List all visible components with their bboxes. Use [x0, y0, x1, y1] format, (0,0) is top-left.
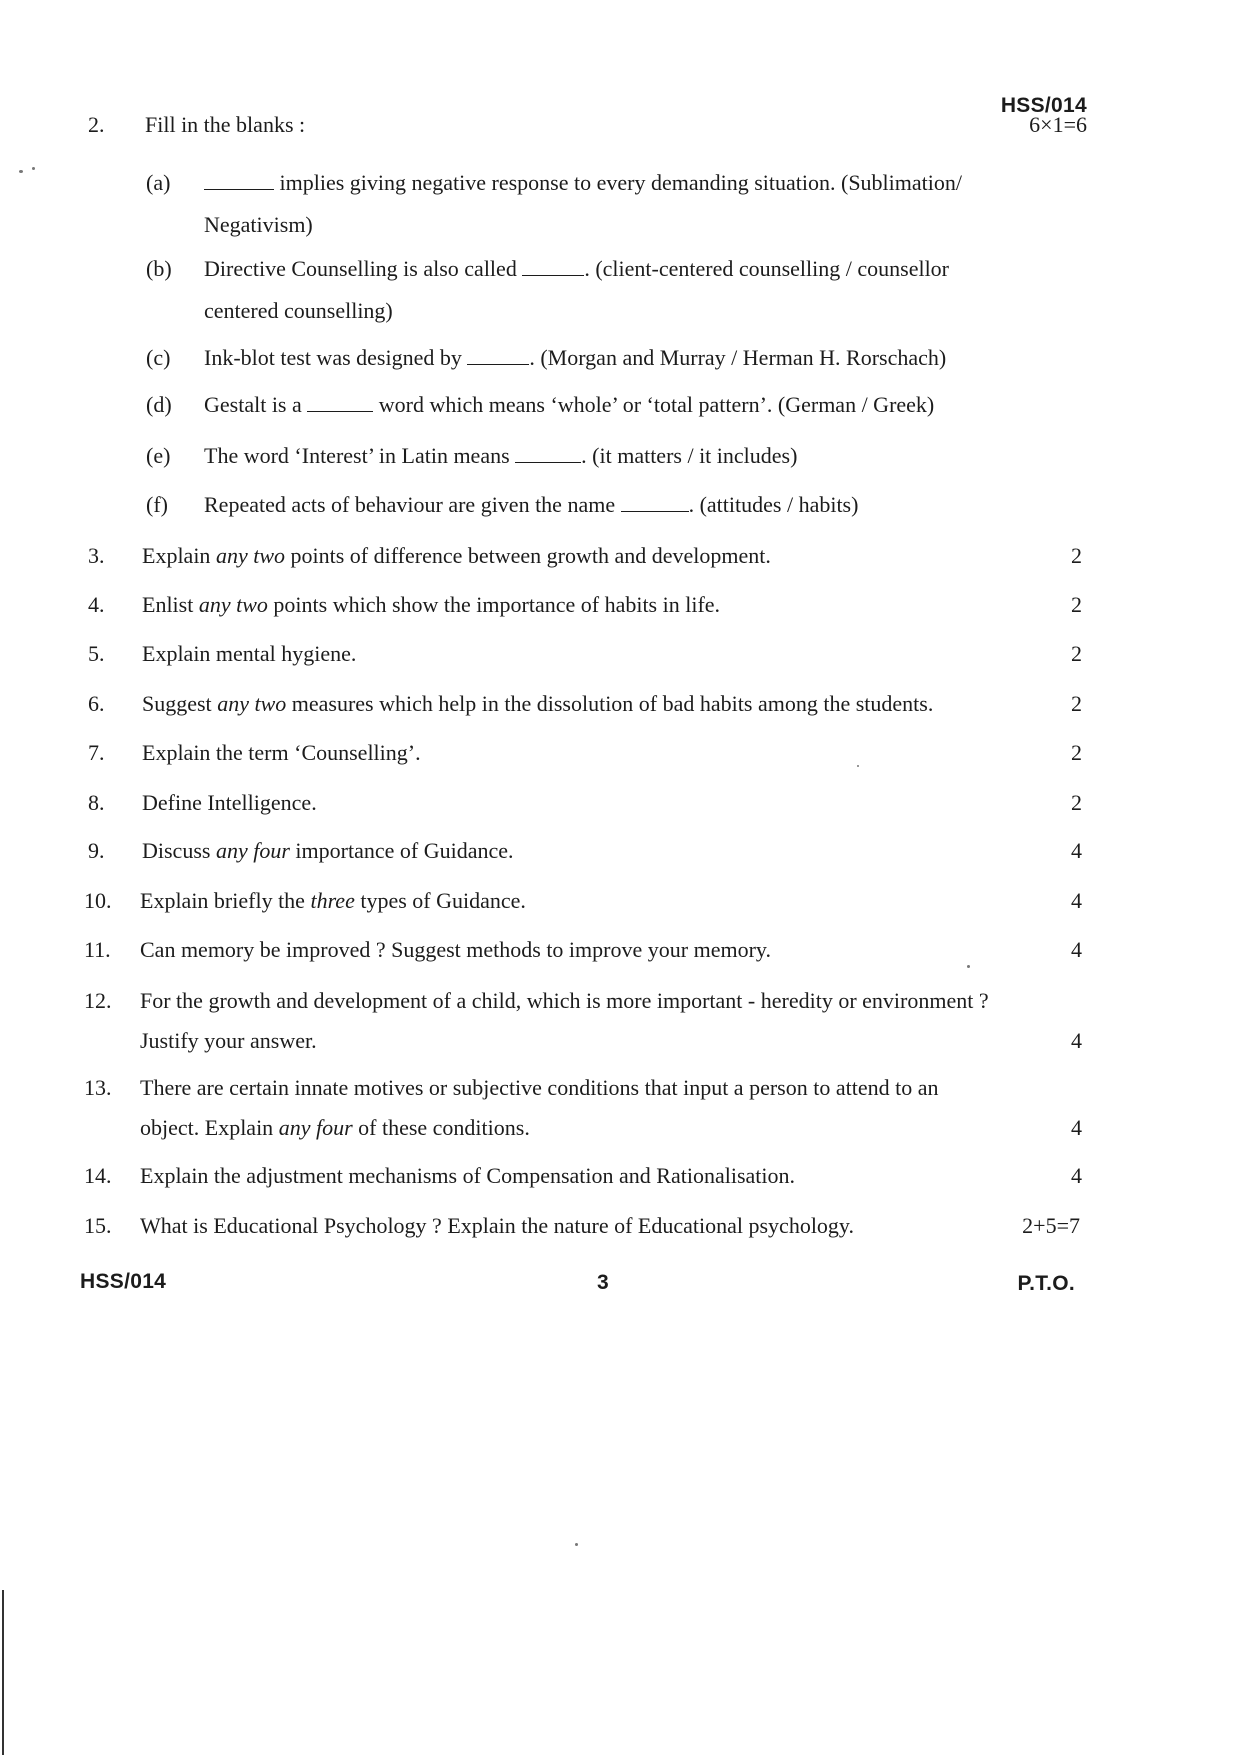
question-text-continued: object. Explain any four of these conditions. — [140, 1115, 530, 1140]
question-number: 14. — [84, 1163, 112, 1188]
item-text-after: implies giving negative response to every demanding situation. (Sublimation/ — [274, 170, 962, 195]
answer-blank — [307, 395, 373, 412]
question-text-part: Explain the term ‘Counselling’. — [142, 740, 421, 765]
question-5 — [0, 641, 1240, 685]
question-emphasis: any two — [215, 543, 285, 568]
question-11 — [0, 937, 1240, 981]
question-number: 13. — [84, 1075, 112, 1100]
answer-blank — [467, 348, 529, 365]
question-15 — [0, 1213, 1240, 1257]
question-text — [140, 888, 526, 914]
question-marks: 4 — [1071, 1028, 1082, 1053]
item-letter: (e) — [146, 443, 171, 468]
question-text: Fill in the blanks : — [145, 112, 306, 137]
item-text-after: . (attitudes / habits) — [688, 492, 859, 517]
item-text-continued: centered counselling) — [204, 298, 393, 323]
question-text — [142, 592, 720, 618]
question-text-part: types of Guidance. — [354, 888, 526, 913]
question-text-part: Explain the adjustment mechanisms of Compensation and Rationalisation. — [140, 1163, 795, 1188]
scan-speck — [967, 965, 970, 968]
item-text-before: Ink-blot test was designed by — [204, 345, 468, 370]
question-emphasis: any two — [217, 691, 287, 716]
scan-edge-line — [2, 1590, 4, 1755]
question-text — [142, 838, 513, 864]
question-text-part: Enlist — [142, 592, 199, 617]
question-number: 12. — [84, 988, 112, 1013]
scan-speck — [575, 1543, 578, 1546]
answer-blank — [204, 173, 274, 190]
question-text-part: measures which help in the dissolution of bad habits among the students. — [286, 691, 934, 716]
question-marks: 4 — [1071, 937, 1082, 962]
question-marks: 6×1=6 — [1029, 112, 1087, 137]
question-number: 10. — [84, 888, 112, 913]
paper-code-header: HSS/014 — [1000, 94, 1087, 117]
question-text-part: Suggest — [142, 691, 218, 716]
question-text-part: points which show the importance of habits in life. — [267, 592, 721, 617]
question-7 — [0, 740, 1240, 784]
question-number: 4. — [88, 592, 105, 617]
item-letter: (b) — [146, 256, 172, 281]
scan-speck — [19, 170, 23, 173]
item-text-continued: Negativism) — [204, 212, 313, 237]
paper-code-footer: HSS/014 — [80, 1270, 167, 1293]
pto-label: P.T.O. — [1017, 1272, 1075, 1295]
question-text-part: importance of Guidance. — [289, 838, 514, 863]
page-number: 3 — [597, 1271, 609, 1294]
question-marks: 2 — [1071, 543, 1082, 568]
question-13 — [0, 1075, 1240, 1140]
question-emphasis: any four — [215, 838, 290, 863]
question-marks: 2 — [1071, 641, 1082, 666]
question-marks: 4 — [1071, 1163, 1082, 1188]
item-letter: (a) — [146, 170, 171, 195]
question-4 — [0, 592, 1240, 636]
question-text — [140, 988, 989, 1014]
item-letter: (c) — [146, 345, 171, 370]
answer-blank — [522, 259, 584, 276]
question-text-part: Discuss — [142, 838, 216, 863]
question-8 — [0, 790, 1240, 834]
question-marks: 2 — [1071, 740, 1082, 765]
item-text-before: Directive Counselling is also called — [204, 256, 523, 281]
item-text-after: . (it matters / it includes) — [581, 443, 798, 468]
question-10 — [0, 888, 1240, 932]
question-6 — [0, 691, 1240, 735]
question-14 — [0, 1163, 1240, 1207]
question-2 — [0, 112, 1240, 156]
question-text — [140, 1213, 854, 1239]
question-text — [142, 740, 421, 766]
question-text — [142, 691, 933, 717]
question-text — [142, 790, 317, 816]
item-text — [204, 384, 934, 426]
question-emphasis: any two — [198, 592, 268, 617]
item-text — [204, 162, 962, 204]
item-text-before: The word ‘Interest’ in Latin means — [204, 443, 516, 468]
question-number: 8. — [88, 790, 105, 815]
question-text-continued: Justify your answer. — [140, 1028, 317, 1053]
question-number: 9. — [88, 838, 105, 863]
question-number: 3. — [88, 543, 105, 568]
question-number: 11. — [84, 937, 111, 962]
question-text-part: There are certain innate motives or subjective conditions that input a person to attend to an — [140, 1075, 939, 1100]
question-text-part: points of difference between growth and development. — [285, 543, 771, 568]
question-9 — [0, 838, 1240, 882]
item-text-after: . (client-centered counselling / counsellor — [584, 256, 950, 281]
question-text — [140, 1163, 795, 1189]
item-text — [204, 484, 858, 526]
scan-speck — [32, 167, 35, 170]
item-text-after: . (Morgan and Murray / Herman H. Rorschach) — [529, 345, 947, 370]
question-text-part: What is Educational Psychology ? Explain the nature of Educational psychology. — [140, 1213, 855, 1238]
question-text — [140, 1075, 938, 1101]
question-emphasis: three — [310, 888, 355, 913]
item-text-before: Repeated acts of behaviour are given the name — [204, 492, 621, 517]
question-text — [142, 543, 771, 569]
question-marks: 4 — [1071, 888, 1082, 913]
question-number: 2. — [88, 112, 105, 137]
item-text — [204, 337, 946, 379]
question-12 — [0, 988, 1240, 1053]
question-emphasis: any four — [278, 1115, 353, 1140]
question-text-part: Explain mental hygiene. — [142, 641, 357, 666]
scan-speck — [857, 765, 859, 767]
question-text-part: Can memory be improved ? Suggest methods to improve your memory. — [140, 937, 771, 962]
question-marks: 4 — [1071, 838, 1082, 863]
question-number: 7. — [88, 740, 105, 765]
question-number: 5. — [88, 641, 105, 666]
item-text — [204, 248, 949, 290]
question-marks: 2 — [1071, 790, 1082, 815]
question-number: 15. — [84, 1213, 112, 1238]
item-letter: (d) — [146, 392, 172, 417]
question-marks: 2 — [1071, 592, 1082, 617]
item-text-before: Gestalt is a — [204, 392, 308, 417]
question-text — [140, 937, 771, 963]
item-letter: (f) — [146, 492, 168, 517]
item-text — [204, 435, 797, 477]
answer-blank — [515, 446, 581, 463]
answer-blank — [621, 495, 689, 512]
question-text-part: For the growth and development of a child, which is more important - heredity or environment ? — [140, 988, 989, 1013]
question-text-part: Define Intelligence. — [142, 790, 317, 815]
question-marks: 4 — [1071, 1115, 1082, 1140]
question-text — [142, 641, 356, 667]
question-marks: 2 — [1071, 691, 1082, 716]
question-number: 6. — [88, 691, 105, 716]
question-text-part: Explain — [142, 543, 216, 568]
question-3 — [0, 543, 1240, 587]
item-text-after: word which means ‘whole’ or ‘total pattern’. (German / Greek) — [373, 392, 935, 417]
question-marks: 2+5=7 — [1022, 1213, 1080, 1238]
question-text-part: Explain briefly the — [140, 888, 311, 913]
